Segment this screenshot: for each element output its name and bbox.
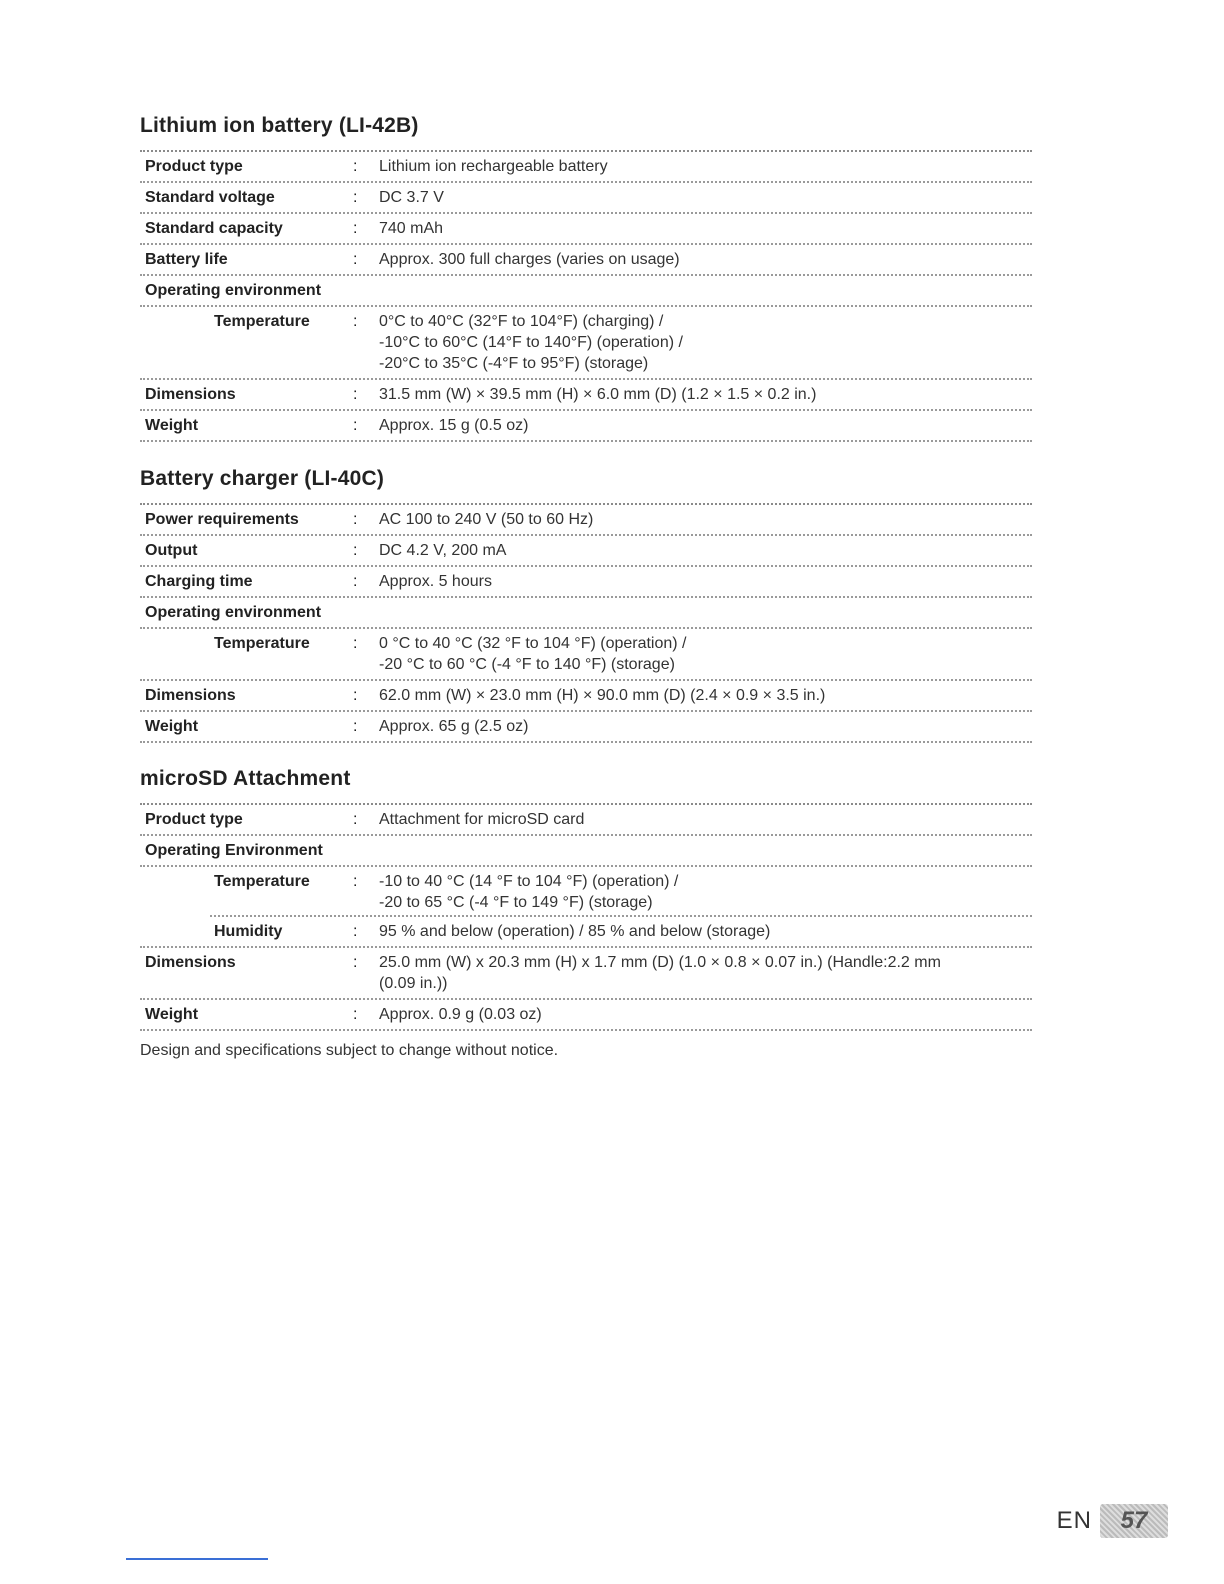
page-number: 57 <box>1100 1504 1168 1538</box>
spec-value-line: 0°C to 40°C (32°F to 104°F) (charging) / <box>379 313 664 330</box>
spec-label: Temperature <box>214 313 310 330</box>
spec-label: Temperature <box>214 635 310 652</box>
spec-colon: : <box>353 873 358 890</box>
spec-value-line: 25.0 mm (W) x 20.3 mm (H) x 1.7 mm (D) (1.0 × 0.8 × 0.07 in.) (Handle:2.2 mm <box>379 954 941 971</box>
spec-row <box>140 307 1032 380</box>
spec-label: Weight <box>145 718 199 735</box>
spec-row <box>140 917 1032 948</box>
spec-value-line: 0 °C to 40 °C (32 °F to 104 °F) (operation) / <box>379 635 687 652</box>
spec-value-line: 31.5 mm (W) × 39.5 mm (H) × 6.0 mm (D) (1.2 × 1.5 × 0.2 in.) <box>379 386 817 403</box>
spec-colon: : <box>353 954 358 971</box>
spec-value-line: (0.09 in.)) <box>379 975 448 992</box>
spec-colon: : <box>353 573 358 590</box>
spec-value <box>379 540 1032 561</box>
spec-value <box>379 602 1032 623</box>
spec-row <box>140 712 1032 743</box>
spec-colon <box>353 280 379 301</box>
spec-value <box>379 415 1032 436</box>
spec-label: Standard voltage <box>145 189 275 206</box>
spec-value-line: Lithium ion rechargeable battery <box>379 158 608 175</box>
spec-value-line: Approx. 65 g (2.5 oz) <box>379 718 529 735</box>
spec-row <box>140 505 1032 536</box>
spec-value <box>379 218 1032 239</box>
spec-value-line: 95 % and below (operation) / 85 % and below (storage) <box>379 923 771 940</box>
spec-value-line: -20°C to 35°C (-4°F to 95°F) (storage) <box>379 355 649 372</box>
spec-colon: : <box>353 417 358 434</box>
spec-table <box>140 150 1032 442</box>
spec-value-line: -20 to 65 °C (-4 °F to 149 °F) (storage) <box>379 894 653 911</box>
spec-value <box>379 633 1032 675</box>
spec-value-line: 62.0 mm (W) × 23.0 mm (H) × 90.0 mm (D) (2.4 × 0.9 × 3.5 in.) <box>379 687 826 704</box>
spec-row <box>140 681 1032 712</box>
spec-row <box>140 536 1032 567</box>
section-title: microSD Attachment <box>140 767 351 790</box>
section-title: Battery charger (LI-40C) <box>140 467 385 490</box>
bottom-rule <box>126 1558 268 1560</box>
spec-value-line: Approx. 15 g (0.5 oz) <box>379 417 529 434</box>
spec-colon: : <box>353 718 358 735</box>
spec-colon: : <box>353 189 358 206</box>
spec-table <box>140 503 1032 743</box>
spec-colon: : <box>353 511 358 528</box>
spec-value-line: DC 3.7 V <box>379 189 444 206</box>
spec-label: Weight <box>145 1006 199 1023</box>
spec-label: Standard capacity <box>145 220 283 237</box>
language-code: EN <box>1056 1507 1092 1534</box>
spec-value-line: Approx. 5 hours <box>379 573 492 590</box>
spec-value <box>379 384 1032 405</box>
section-title: Lithium ion battery (LI-42B) <box>140 114 419 137</box>
spec-label: Power requirements <box>145 511 299 528</box>
section-microsd <box>140 765 1032 1031</box>
spec-label: Operating environment <box>145 604 322 621</box>
spec-row <box>140 276 1032 307</box>
spec-value <box>379 685 1032 706</box>
spec-colon <box>353 840 379 861</box>
spec-colon: : <box>353 386 358 403</box>
spec-table <box>140 803 1032 1031</box>
spec-value <box>379 249 1032 270</box>
spec-value-line: -10°C to 60°C (14°F to 140°F) (operation) / <box>379 334 683 351</box>
spec-row <box>140 948 1032 1000</box>
spec-colon: : <box>353 635 358 652</box>
spec-colon: : <box>353 1006 358 1023</box>
spec-colon: : <box>353 158 358 175</box>
footnote: Design and specifications subject to change without notice. <box>140 1042 559 1059</box>
spec-colon: : <box>353 313 358 330</box>
spec-row <box>140 214 1032 245</box>
spec-value-line: AC 100 to 240 V (50 to 60 Hz) <box>379 511 594 528</box>
spec-value-line: -10 to 40 °C (14 °F to 104 °F) (operation) / <box>379 873 679 890</box>
spec-value-line: DC 4.2 V, 200 mA <box>379 542 507 559</box>
spec-value <box>379 1004 1032 1025</box>
spec-value <box>379 311 1032 374</box>
spec-value-line: Approx. 300 full charges (varies on usage) <box>379 251 680 268</box>
spec-row <box>140 245 1032 276</box>
section-battery <box>140 112 1032 442</box>
spec-colon: : <box>353 542 358 559</box>
spec-row <box>140 380 1032 411</box>
spec-label: Charging time <box>145 573 253 590</box>
spec-label: Humidity <box>214 923 283 940</box>
section-charger <box>140 465 1032 743</box>
spec-colon: : <box>353 923 358 940</box>
spec-label: Battery life <box>145 251 228 268</box>
spec-label: Product type <box>145 811 243 828</box>
spec-label: Weight <box>145 417 199 434</box>
spec-label: Dimensions <box>145 954 236 971</box>
spec-colon <box>353 602 379 623</box>
spec-value <box>379 840 1032 861</box>
spec-label: Product type <box>145 158 243 175</box>
spec-row <box>140 183 1032 214</box>
spec-row <box>140 411 1032 442</box>
spec-value-line: Approx. 0.9 g (0.03 oz) <box>379 1006 542 1023</box>
spec-row <box>140 598 1032 629</box>
spec-colon: : <box>353 251 358 268</box>
spec-value-line: 740 mAh <box>379 220 444 237</box>
spec-colon: : <box>353 220 358 237</box>
spec-row <box>140 152 1032 183</box>
spec-label: Operating Environment <box>145 842 323 859</box>
spec-label: Temperature <box>214 873 310 890</box>
spec-row <box>140 1000 1032 1031</box>
spec-label: Dimensions <box>145 687 236 704</box>
spec-value <box>379 952 1032 994</box>
spec-value-line: -20 °C to 60 °C (-4 °F to 140 °F) (storage) <box>379 656 675 673</box>
spec-value <box>379 921 1032 942</box>
spec-value <box>379 509 1032 530</box>
spec-row <box>140 805 1032 836</box>
spec-label: Dimensions <box>145 386 236 403</box>
spec-colon: : <box>353 687 358 704</box>
spec-label: Operating environment <box>145 282 322 299</box>
spec-value <box>379 871 1032 913</box>
spec-label: Output <box>145 542 198 559</box>
spec-value <box>379 187 1032 208</box>
spec-value-line: Attachment for microSD card <box>379 811 585 828</box>
spec-row <box>140 567 1032 598</box>
spec-value <box>379 809 1032 830</box>
spec-value <box>379 571 1032 592</box>
spec-row <box>140 836 1032 867</box>
spec-colon: : <box>353 811 358 828</box>
spec-value <box>379 156 1032 177</box>
page-number-badge <box>1057 1504 1168 1538</box>
spec-value <box>379 280 1032 301</box>
spec-row <box>140 629 1032 681</box>
spec-value <box>379 716 1032 737</box>
spec-row <box>140 867 1032 917</box>
